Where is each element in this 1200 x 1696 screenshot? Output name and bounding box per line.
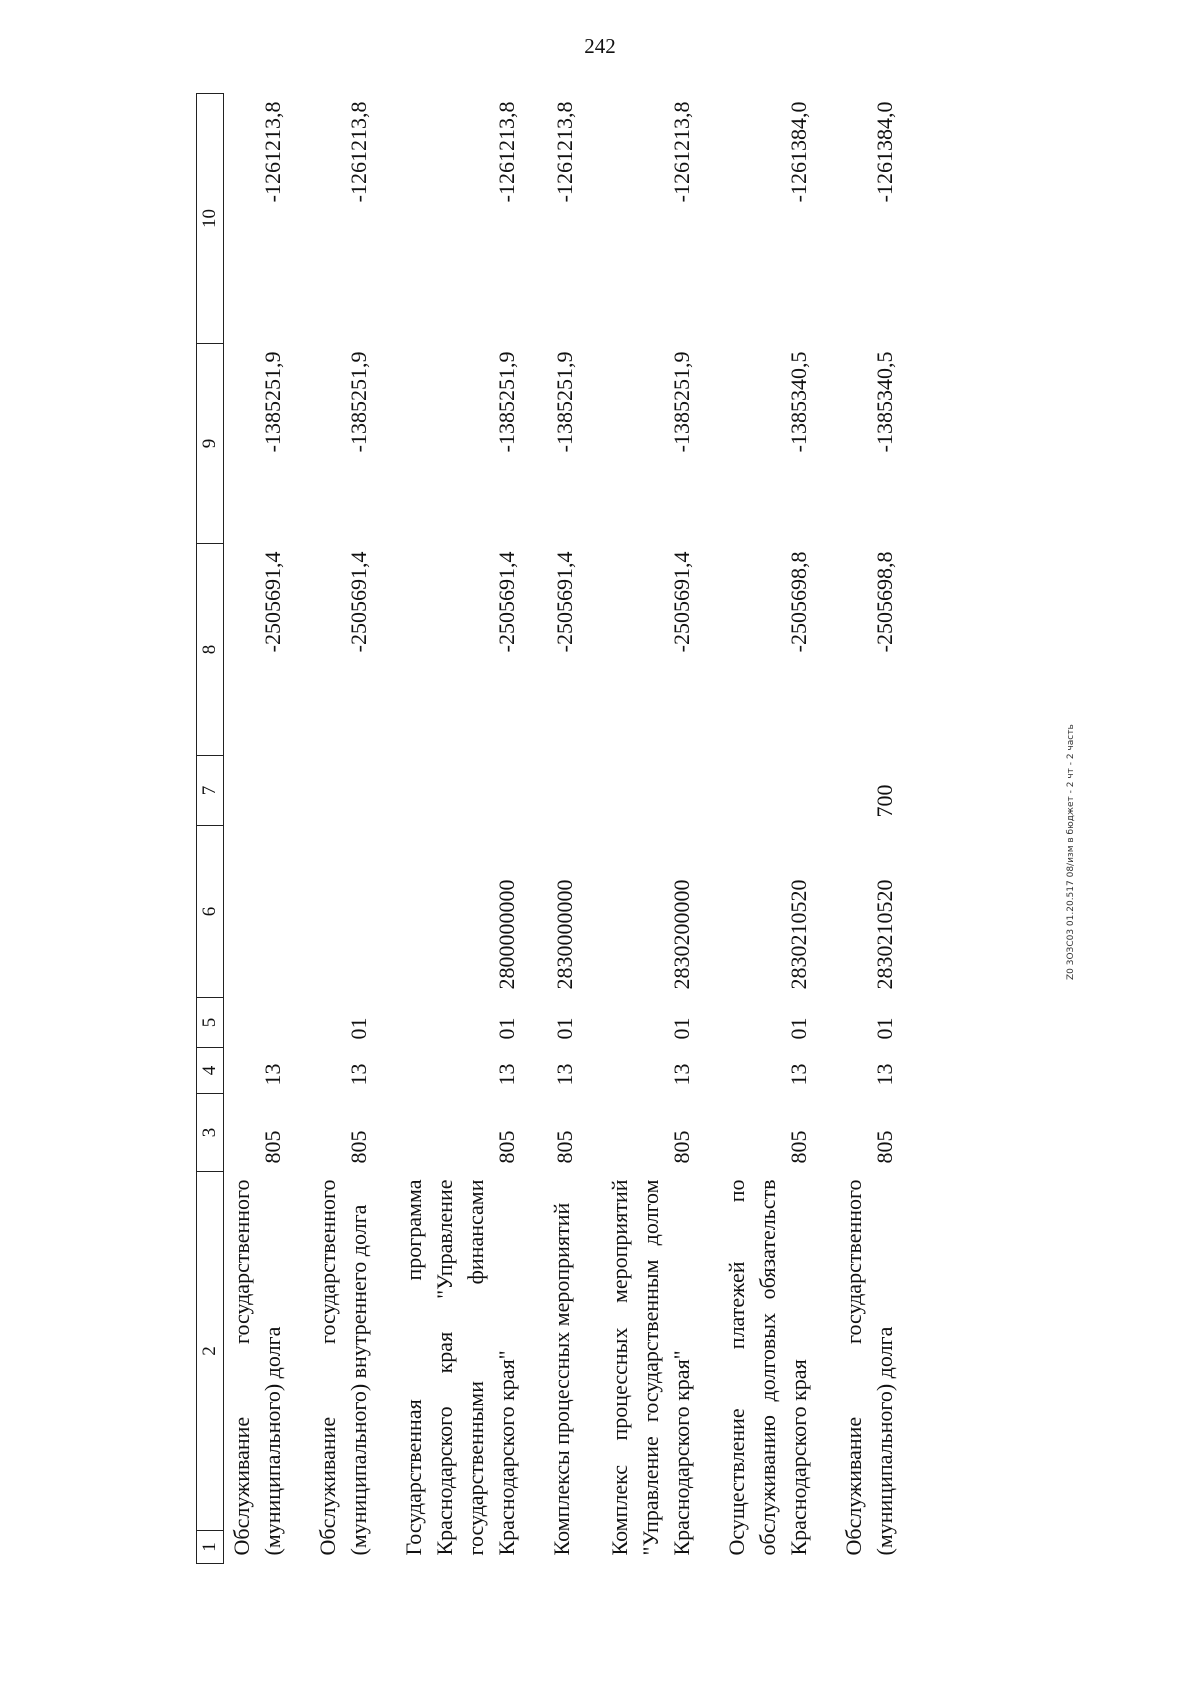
row-code-6-cell: 2800000000 <box>494 879 519 990</box>
row-code-6-cell: 2830000000 <box>552 879 577 990</box>
budget-table <box>196 93 922 1564</box>
table-row <box>310 94 396 1564</box>
row-value-9-cell: -1385251,9 <box>260 351 285 453</box>
table-row <box>544 94 602 1564</box>
row-code-5-cell: 01 <box>494 1017 519 1040</box>
row-code-3-cell: 805 <box>872 1130 897 1164</box>
row-code-4-cell: 13 <box>494 1063 519 1086</box>
row-value-8-cell: -2505691,4 <box>346 551 371 653</box>
header-col-1: 1 <box>197 1530 223 1563</box>
row-value-9-cell: -1385251,9 <box>346 351 371 453</box>
row-name-cell: Обслуживание государственного (муниципального) долга <box>229 1179 285 1556</box>
row-code-7-cell <box>224 756 311 826</box>
row-code-3-cell: 805 <box>786 1130 811 1164</box>
header-col-8: 8 <box>197 544 224 756</box>
page-number: 242 <box>584 34 616 58</box>
row-code-7-cell: 700 <box>872 784 897 818</box>
header-col-4: 4 <box>197 1048 224 1094</box>
table-row <box>602 94 719 1564</box>
row-value-8-cell: -2505698,8 <box>786 551 811 653</box>
header-col-7: 7 <box>197 756 224 826</box>
row-value-8-cell: -2505691,4 <box>552 551 577 653</box>
row-value-10-cell: -1261213,8 <box>494 101 519 203</box>
header-col-5: 5 <box>197 998 224 1048</box>
row-value-9-cell: -1385340,5 <box>872 351 897 453</box>
row-code-4-cell: 13 <box>669 1063 694 1086</box>
row-code-5-cell: 01 <box>872 1017 897 1040</box>
header-col-9: 9 <box>197 344 224 544</box>
row-value-10-cell: -1261213,8 <box>669 101 694 203</box>
row-name-cell: Государственная программа Краснодарского края "Управление государственными финансами Краснодарского края" <box>401 1179 519 1556</box>
row-name-cell: Осуществление платежей по обслуживанию долговых обязательств Краснодарского края <box>724 1179 811 1556</box>
row-value-8-cell: -2505691,4 <box>494 551 519 653</box>
row-name-cell: Комплексы процессных мероприятий <box>549 1202 574 1556</box>
row-code-3-cell: 805 <box>669 1130 694 1164</box>
row-value-9-cell: -1385251,9 <box>494 351 519 453</box>
header-col-3: 3 <box>197 1094 224 1172</box>
row-name-cell: Комплекс процессных мероприятий "Управление государственным долгом Краснодарского края" <box>607 1179 694 1556</box>
row-code-6-cell <box>310 826 396 998</box>
row-value-10-cell: -1261384,0 <box>872 101 897 203</box>
row-value-8-cell: -2505698,8 <box>872 551 897 653</box>
row-value-9-cell: -1385251,9 <box>669 351 694 453</box>
row-code-5-cell: 01 <box>346 1017 371 1040</box>
row-code-7-cell <box>310 756 396 826</box>
header-col-1-2 <box>197 1172 224 1564</box>
row-code-3-cell: 805 <box>494 1130 519 1164</box>
table-body <box>224 94 923 1564</box>
table-row <box>836 94 922 1564</box>
header-col-6: 6 <box>197 826 224 998</box>
row-code-6-cell: 2830210520 <box>872 879 897 990</box>
row-value-8-cell: -2505691,4 <box>669 551 694 653</box>
row-value-10-cell: -1261384,0 <box>786 101 811 203</box>
row-code-3-cell: 805 <box>552 1130 577 1164</box>
table-header-row <box>197 94 224 1564</box>
row-code-6-cell: 2830200000 <box>669 879 694 990</box>
row-code-6-cell <box>224 826 311 998</box>
row-value-9-cell: -1385251,9 <box>552 351 577 453</box>
row-code-4-cell: 13 <box>552 1063 577 1086</box>
row-code-7-cell <box>719 756 836 826</box>
row-code-7-cell <box>544 756 602 826</box>
row-code-3-cell: 805 <box>260 1130 285 1164</box>
row-value-9-cell: -1385340,5 <box>786 351 811 453</box>
row-code-5-cell <box>224 998 311 1048</box>
row-code-6-cell: 2830210520 <box>786 879 811 990</box>
row-code-5-cell: 01 <box>786 1017 811 1040</box>
scan-footer: Z0 3OЗС03 01.20.517 08/изм в бюджет - 2 чт - 2 часть <box>1066 724 1076 980</box>
row-code-4-cell: 13 <box>786 1063 811 1086</box>
row-code-4-cell: 13 <box>260 1063 285 1086</box>
row-code-4-cell: 13 <box>872 1063 897 1086</box>
row-value-10-cell: -1261213,8 <box>346 101 371 203</box>
row-code-3-cell: 805 <box>346 1130 371 1164</box>
row-value-10-cell: -1261213,8 <box>552 101 577 203</box>
row-name-cell: Обслуживание государственного (муниципального) внутреннего долга <box>315 1179 371 1556</box>
header-col-2: 2 <box>199 1346 220 1356</box>
budget-table-rotated <box>196 94 996 1564</box>
table-row <box>224 94 311 1564</box>
row-value-10-cell: -1261213,8 <box>260 101 285 203</box>
table-row <box>396 94 544 1564</box>
row-code-5-cell: 01 <box>669 1017 694 1040</box>
row-code-7-cell <box>396 756 544 826</box>
row-code-4-cell: 13 <box>346 1063 371 1086</box>
row-name-cell: Обслуживание государственного (муниципального) долга <box>841 1179 897 1556</box>
table-row <box>719 94 836 1564</box>
row-code-7-cell <box>602 756 719 826</box>
row-value-8-cell: -2505691,4 <box>260 551 285 653</box>
row-code-5-cell: 01 <box>552 1017 577 1040</box>
header-col-10: 10 <box>197 94 224 344</box>
